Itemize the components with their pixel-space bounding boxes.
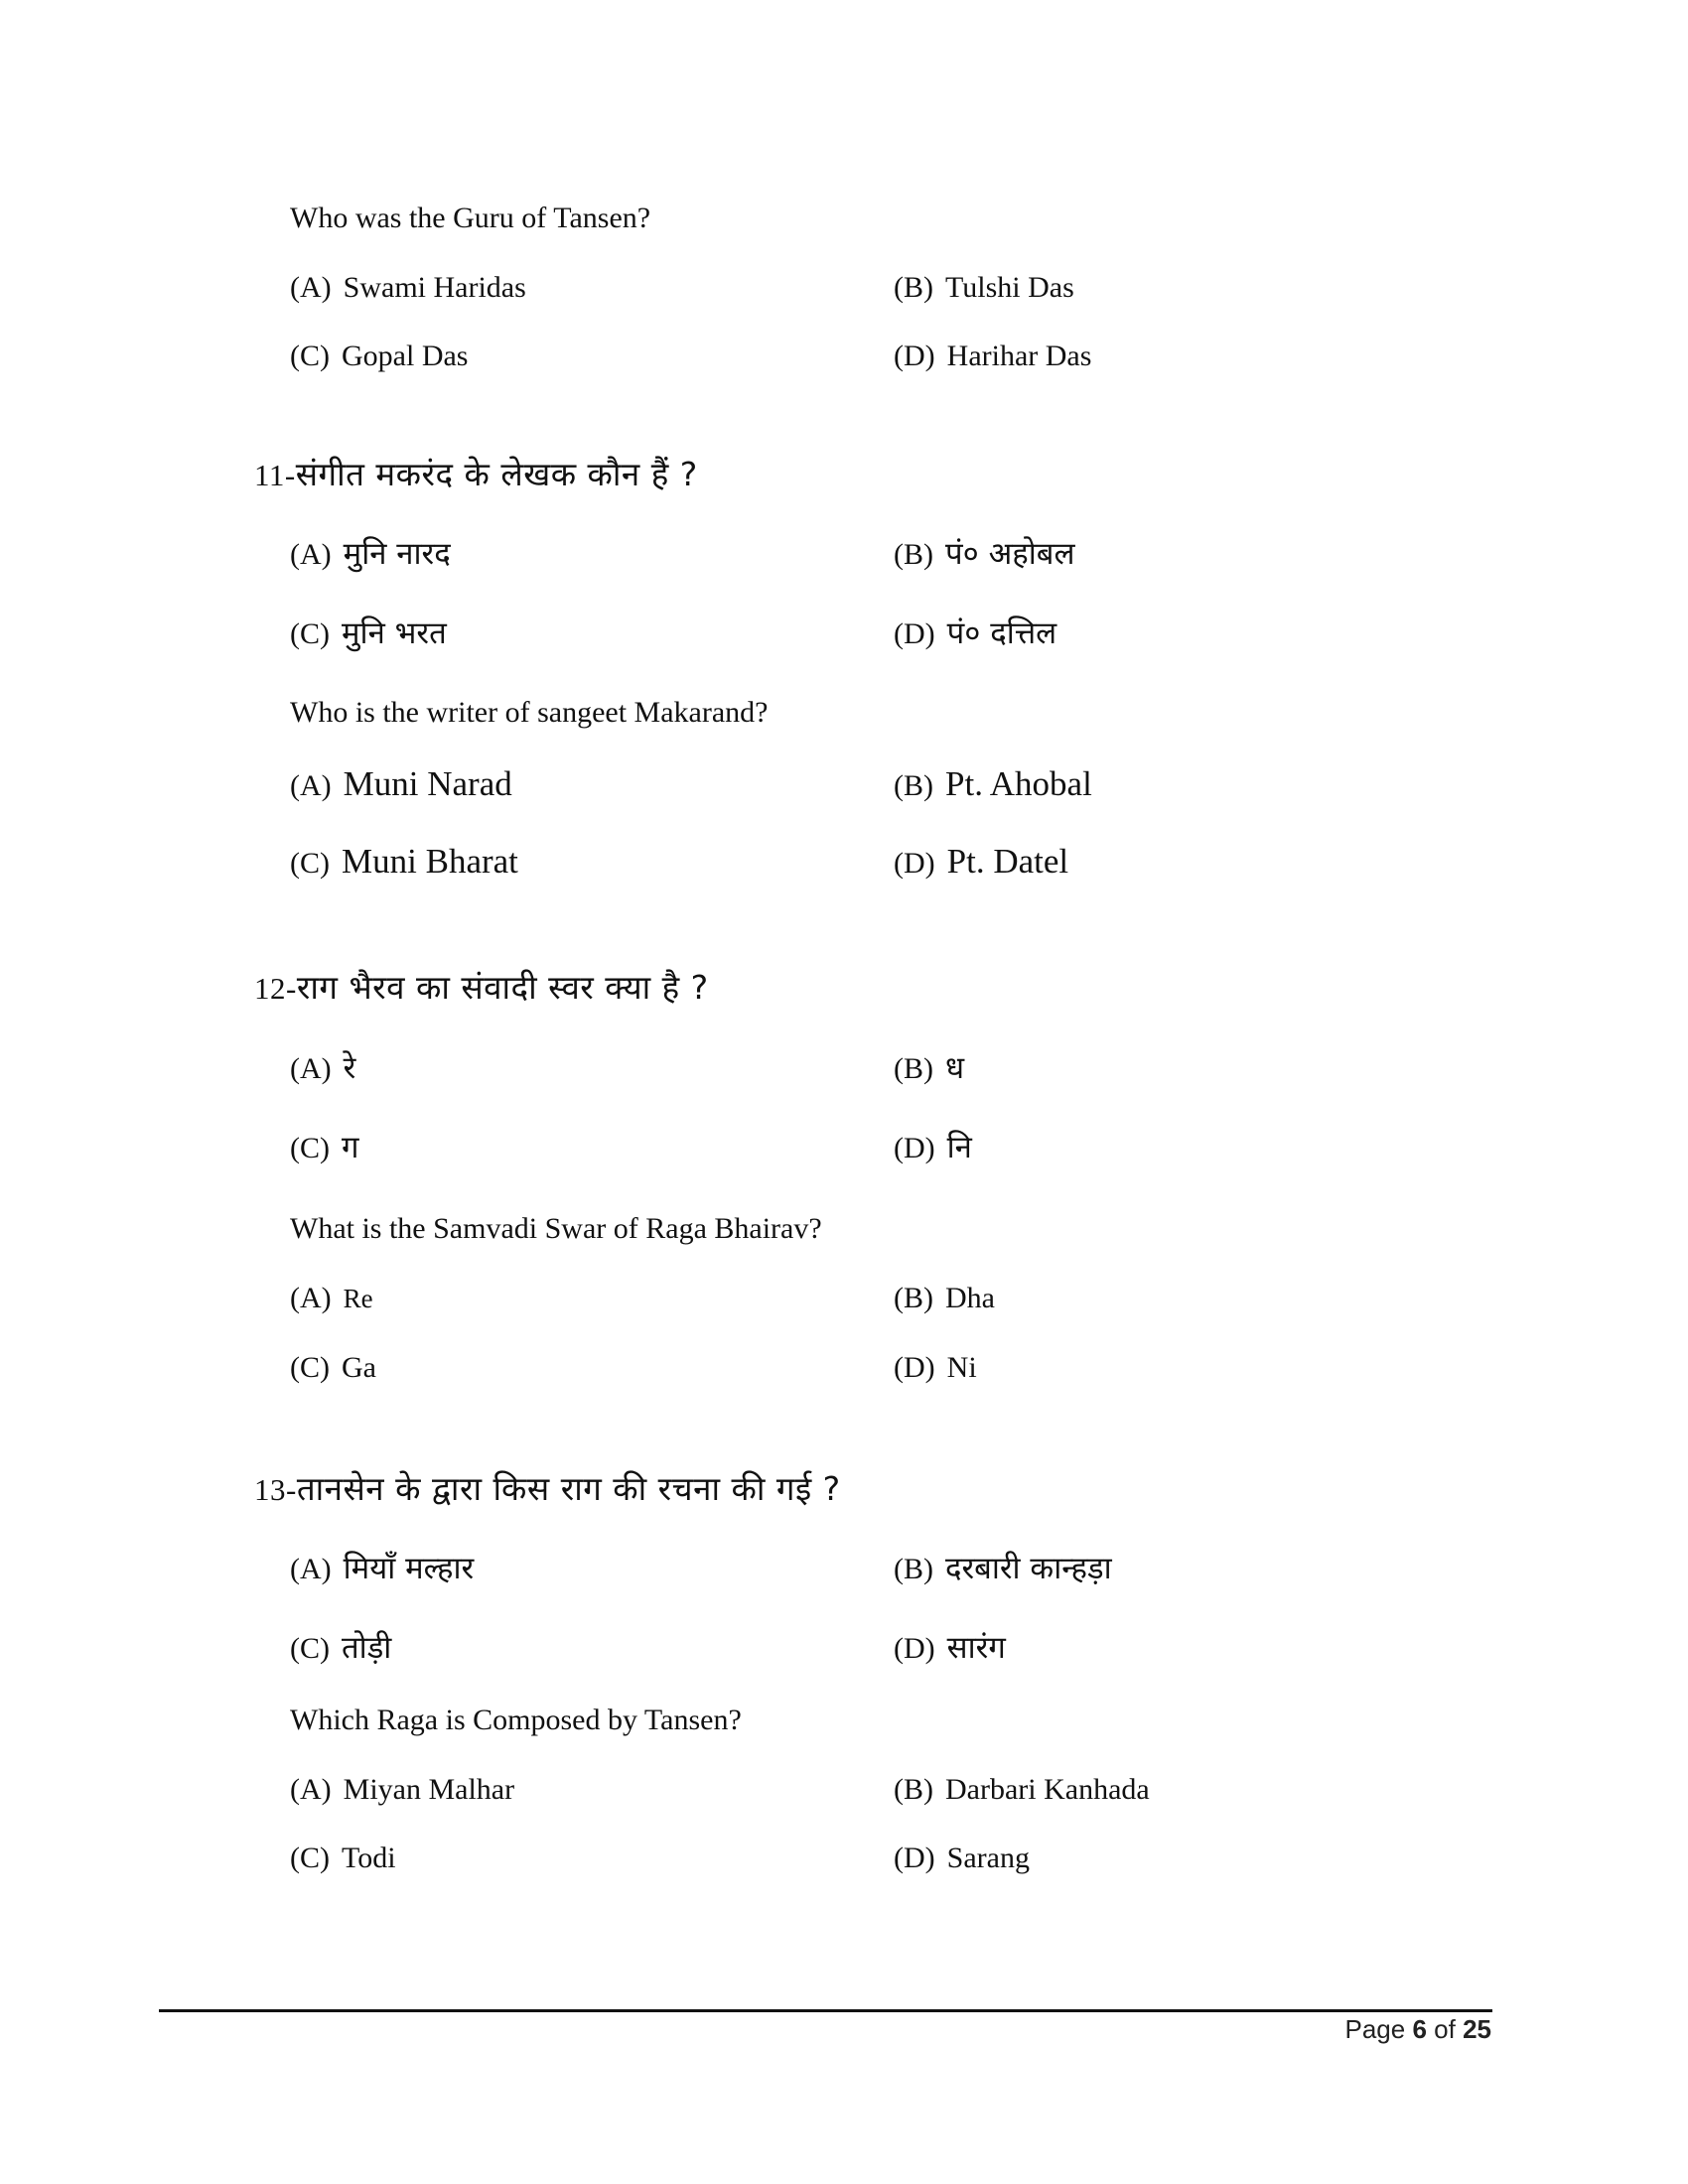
option-value: पं० दत्तिल: [946, 615, 1057, 651]
q11-hi-option-d: [894, 615, 1056, 652]
option-label: (D): [894, 1842, 935, 1874]
option-label: (D): [894, 847, 935, 880]
option-label: (B): [894, 1052, 933, 1085]
option-value: Tulshi Das: [945, 271, 1074, 304]
option-label: (C): [290, 617, 330, 650]
q12-hi-option-c: [290, 1130, 358, 1166]
option-label: (C): [290, 1132, 330, 1164]
q13-hi-option-d: [894, 1630, 1006, 1667]
option-label: (C): [290, 847, 330, 880]
question-11-hindi: [254, 455, 698, 495]
option-value: Muni Narad: [343, 764, 512, 803]
option-label: (A): [290, 1553, 332, 1585]
q12-en-option-d: [894, 1350, 977, 1386]
option-label: (B): [894, 1553, 933, 1585]
q10-en-option-a: [290, 270, 526, 306]
option-value: Dha: [945, 1282, 995, 1314]
option-value: Swami Haridas: [343, 271, 526, 304]
option-label: (D): [894, 1632, 935, 1665]
option-value: पं० अहोबल: [945, 536, 1075, 572]
option-label: (D): [894, 617, 935, 650]
q12-en-option-a: [290, 1281, 373, 1316]
option-value: मुनि नारद: [343, 536, 451, 572]
page-number: [1344, 2013, 1491, 2045]
q11-en-option-c: [290, 844, 518, 882]
option-label: (B): [894, 1773, 933, 1806]
option-value: Gopal Das: [342, 340, 469, 372]
q12-en-option-c: [290, 1350, 376, 1386]
question-13-hindi: [254, 1469, 841, 1510]
footer-divider: [159, 2009, 1492, 2012]
q10-en-option-d: [894, 339, 1091, 374]
option-label: (B): [894, 1282, 933, 1314]
option-value: दरबारी कान्हड़ा: [945, 1551, 1112, 1586]
question-number: 11-: [254, 458, 296, 492]
option-label: (A): [290, 1052, 332, 1085]
option-value: Muni Bharat: [342, 842, 518, 881]
option-label: (B): [894, 271, 933, 304]
q13-en-option-b: [894, 1772, 1150, 1808]
question-13-english-text: Which Raga is Composed by Tansen?: [290, 1704, 742, 1736]
option-label: (A): [290, 1773, 332, 1806]
q13-en-option-a: [290, 1772, 514, 1808]
q12-hi-option-a: [290, 1050, 355, 1087]
question-13-hindi-text: तानसेन के द्वारा किस राग की रचना की गई ?: [296, 1469, 841, 1508]
option-label: (B): [894, 538, 933, 571]
question-10-english-text: Who was the Guru of Tansen?: [290, 202, 651, 234]
option-value: ग: [342, 1130, 359, 1165]
question-12-hindi: [254, 968, 709, 1009]
question-number: 12-: [254, 971, 297, 1006]
question-number: 13-: [254, 1472, 297, 1507]
option-value: तोड़ी: [342, 1630, 392, 1666]
question-11-english-text: Who is the writer of sangeet Makarand?: [290, 696, 769, 729]
option-value: Ni: [946, 1351, 977, 1384]
option-value: Sarang: [946, 1842, 1030, 1874]
q12-hi-option-b: [894, 1050, 964, 1087]
option-label: (C): [290, 1632, 330, 1665]
option-label: (A): [290, 769, 332, 802]
question-12-hindi-text: राग भैरव का संवादी स्वर क्या है ?: [296, 968, 709, 1007]
q10-en-option-b: [894, 270, 1074, 306]
q13-hi-option-a: [290, 1551, 474, 1587]
option-value: Darbari Kanhada: [945, 1773, 1150, 1806]
option-value: सारंग: [946, 1630, 1006, 1666]
option-label: (D): [894, 1351, 935, 1384]
option-label: (C): [290, 340, 330, 372]
option-value: Re: [343, 1284, 373, 1313]
option-label: (D): [894, 340, 935, 372]
q12-hi-option-d: [894, 1130, 972, 1166]
option-label: (D): [894, 1132, 935, 1164]
option-label: (B): [894, 769, 933, 802]
option-value: Pt. Ahobal: [945, 764, 1092, 803]
option-label: (C): [290, 1842, 330, 1874]
q10-en-option-c: [290, 339, 468, 374]
option-label: (A): [290, 538, 332, 571]
option-label: (C): [290, 1351, 330, 1384]
option-value: Miyan Malhar: [343, 1773, 515, 1806]
q11-hi-option-c: [290, 615, 447, 652]
q13-en-option-c: [290, 1841, 396, 1876]
option-value: नि: [946, 1130, 972, 1165]
option-label: (A): [290, 1282, 332, 1314]
q11-en-option-a: [290, 766, 512, 804]
q11-en-option-b: [894, 766, 1092, 804]
option-value: Todi: [342, 1842, 396, 1874]
question-12-english-text: What is the Samvadi Swar of Raga Bhairav?: [290, 1212, 822, 1245]
page-current: 6: [1412, 2014, 1427, 2044]
q13-en-option-d: [894, 1841, 1030, 1876]
option-value: ध: [945, 1050, 965, 1086]
q13-hi-option-b: [894, 1551, 1112, 1587]
page-total: 25: [1463, 2014, 1491, 2044]
page-of: of: [1434, 2014, 1456, 2044]
option-value: मियाँ मल्हार: [343, 1551, 475, 1586]
option-value: रे: [343, 1050, 356, 1086]
q11-hi-option-a: [290, 536, 451, 573]
option-value: Pt. Datel: [946, 842, 1069, 881]
page-prefix: Page: [1344, 2014, 1406, 2044]
option-label: (A): [290, 271, 332, 304]
q12-en-option-b: [894, 1281, 995, 1316]
q11-hi-option-b: [894, 536, 1074, 573]
option-value: Ga: [342, 1351, 376, 1384]
option-value: Harihar Das: [946, 340, 1092, 372]
option-value: मुनि भरत: [342, 615, 447, 651]
q13-hi-option-c: [290, 1630, 391, 1667]
question-11-hindi-text: संगीत मकरंद के लेखक कौन हैं ?: [295, 455, 698, 493]
q11-en-option-d: [894, 844, 1068, 882]
